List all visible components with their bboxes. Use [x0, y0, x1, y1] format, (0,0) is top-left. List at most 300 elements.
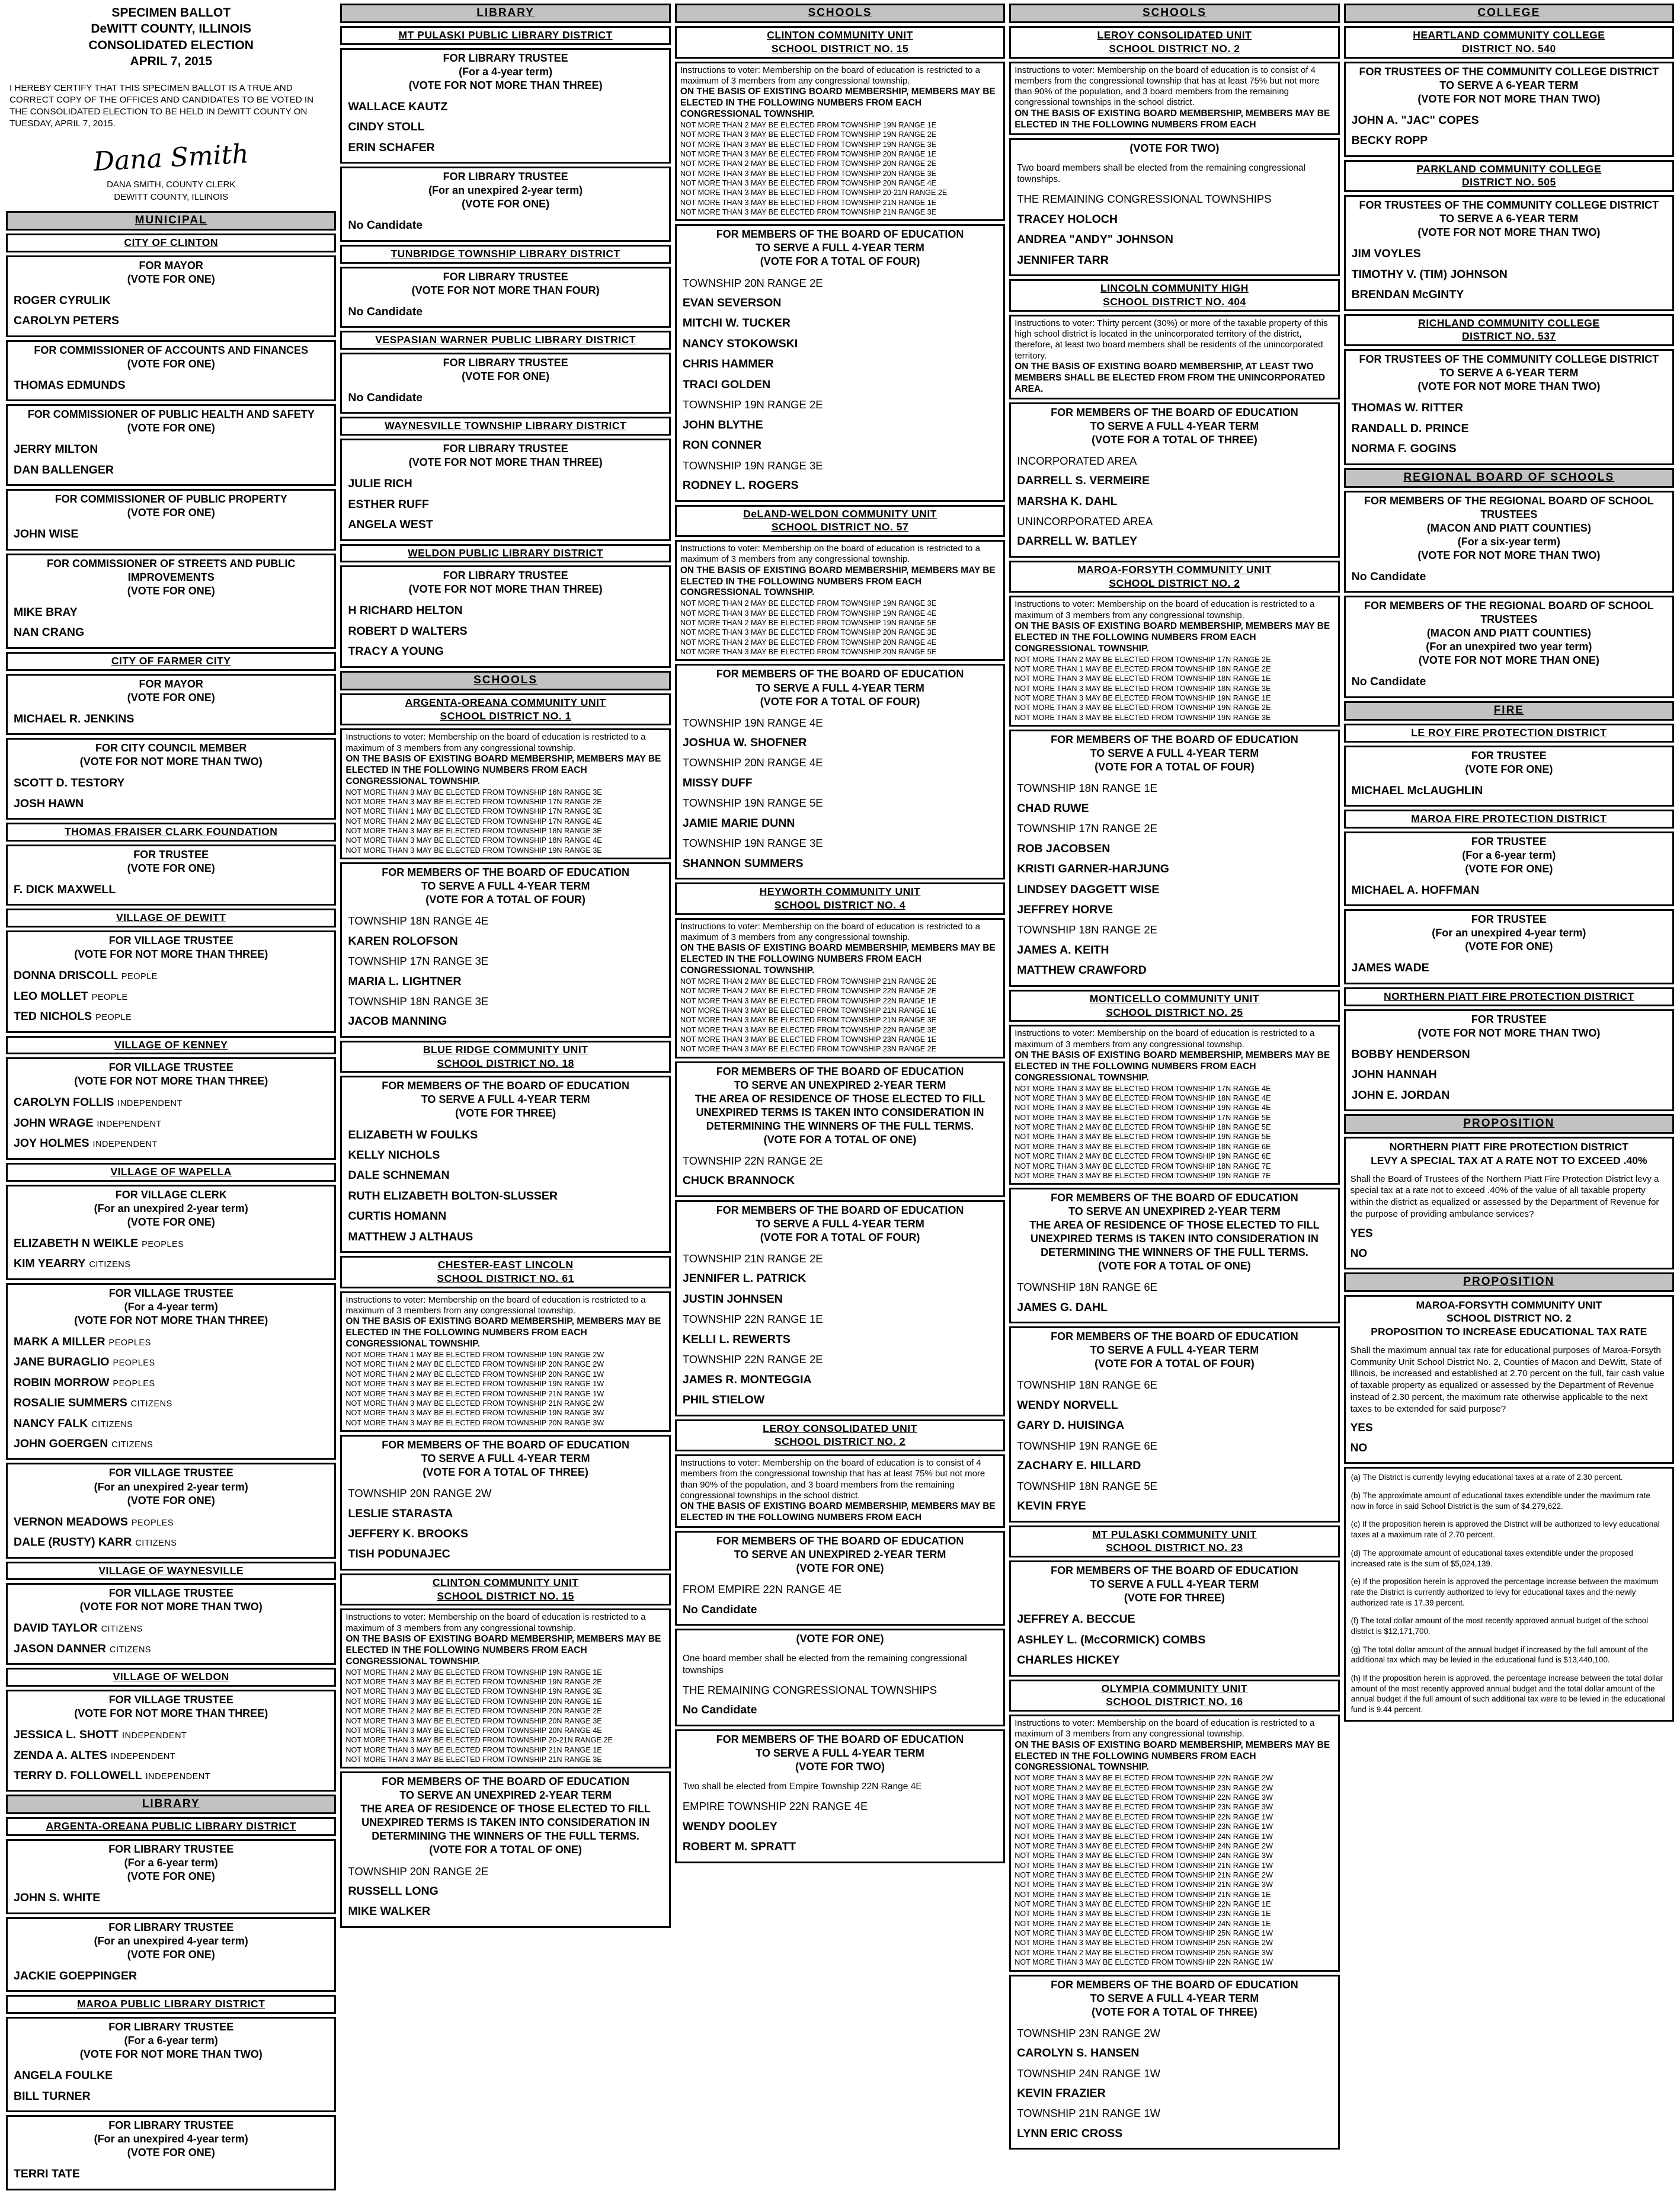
contest-title-line: FOR LIBRARY TRUSTEE: [443, 270, 568, 283]
instructions-box: [675, 918, 1005, 1058]
proposition-title-line: PROPOSITION TO INCREASE EDUCATIONAL TAX RATE: [1371, 1326, 1647, 1338]
candidate-name: VERNON MEADOWS: [14, 1515, 128, 1528]
candidate-row: [683, 1841, 997, 1853]
township-label: EMPIRE TOWNSHIP 22N RANGE 4E: [682, 1800, 868, 1813]
contest-title-line: FOR TRUSTEES OF THE COMMUNITY COLLEGE DISTRICT: [1359, 353, 1659, 366]
instructions-box: [1009, 315, 1339, 399]
candidate-row: [683, 297, 997, 309]
candidate-row: [683, 1394, 997, 1406]
contest-title-line: (VOTE FOR NOT MORE THAN TWO): [79, 756, 263, 768]
township-limit-line: NOT MORE THAN 3 MAY BE ELECTED FROM TOWNSHIP 21N RANGE 3E: [680, 208, 937, 217]
instructions-bold-text: ON THE BASIS OF EXISTING BOARD MEMBERSHIP, MEMBERS MAY BE ELECTED IN THE FOLLOWING NUMBERS FROM EACH CONGRESSIONAL TOWNSHIP.: [1015, 621, 1330, 654]
proposition-notes: [1344, 1467, 1674, 1721]
township-label: TOWNSHIP 22N RANGE 2E: [682, 1154, 823, 1168]
candidate-row: [1017, 1301, 1332, 1313]
district-name: SCHOOL DISTRICT NO. 15: [437, 1589, 574, 1602]
district-header-line: [10, 1819, 332, 1833]
district-header: [6, 1163, 336, 1182]
candidate-row: [683, 439, 997, 451]
township-limit-line: NOT MORE THAN 3 MAY BE ELECTED FROM TOWNSHIP 21N RANGE 1W: [345, 1389, 604, 1398]
district-name: MAROA PUBLIC LIBRARY DISTRICT: [77, 1998, 265, 2010]
contest-box: [6, 404, 336, 486]
district-header-line: [10, 1038, 332, 1052]
contest-box: [1344, 491, 1674, 593]
district-header: [675, 26, 1005, 59]
township-limit-line: NOT MORE THAN 2 MAY BE ELECTED FROM TOWNSHIP 25N RANGE 3W: [1015, 1948, 1273, 1957]
instructions-box: [340, 1291, 670, 1432]
candidate-name: LEO MOLLET: [14, 989, 88, 1003]
contest-box: [6, 845, 336, 906]
candidate-name: JOHN S. WHITE: [14, 1891, 101, 1905]
township-limit-line: NOT MORE THAN 2 MAY BE ELECTED FROM TOWNSHIP 19N RANGE 6E: [1015, 1152, 1271, 1161]
candidate-name: DALE (RUSTY) KARR: [14, 1536, 132, 1549]
contest-note: One board member shall be elected from the remaining congressional townships: [682, 1654, 967, 1675]
district-header: [675, 505, 1005, 538]
candidate-name: JEFFREY A. BECCUE: [1017, 1613, 1135, 1626]
candidate-name: JIM VOYLES: [1351, 247, 1421, 261]
candidate-row: [1017, 944, 1332, 956]
candidate-row: [1352, 884, 1666, 896]
candidate-name: ROGER CYRULIK: [14, 293, 111, 307]
candidate-name: KELLY NICHOLS: [348, 1148, 440, 1162]
contest-title-line: TO SERVE AN UNEXPIRED 2-YEAR TERM: [399, 1789, 612, 1802]
section-header-label: PROPOSITION: [1463, 1275, 1555, 1288]
district-name: SCHOOL DISTRICT NO. 4: [774, 898, 906, 911]
contest-title-line: (VOTE FOR ONE): [127, 584, 215, 597]
candidate-name: WALLACE KAUTZ: [348, 100, 448, 113]
district-name: LEROY CONSOLIDATED UNIT: [763, 1422, 917, 1434]
township-limit-line: NOT MORE THAN 3 MAY BE ELECTED FROM TOWNSHIP 21N RANGE 1E: [345, 1745, 602, 1754]
district-name: MT PULASKI PUBLIC LIBRARY DISTRICT: [398, 29, 613, 41]
candidate-row: [14, 1258, 328, 1269]
district-name: CLINTON COMMUNITY UNIT: [767, 29, 913, 41]
district-header-line: [344, 333, 666, 347]
contest-title-line: (VOTE FOR A TOTAL OF FOUR): [1095, 1358, 1255, 1370]
contest-title-line: FOR MEMBERS OF THE BOARD OF EDUCATION: [1051, 734, 1298, 746]
candidate-name: DAN BALLENGER: [14, 463, 114, 476]
township-limit-line: NOT MORE THAN 3 MAY BE ELECTED FROM TOWNSHIP 22N RANGE 1W: [1015, 1958, 1273, 1967]
contest-title-line: (VOTE FOR A TOTAL OF THREE): [423, 1466, 588, 1479]
section-header: [1344, 1272, 1674, 1292]
contest-box: [675, 1061, 1005, 1197]
candidate-row: [348, 219, 663, 231]
contest-title-line: (VOTE FOR ONE): [1465, 862, 1553, 875]
township-limit-line: NOT MORE THAN 3 MAY BE ELECTED FROM TOWNSHIP 19N RANGE 4E: [680, 609, 937, 618]
district-header-line: [344, 419, 666, 433]
party-label: PEOPLES: [142, 1239, 184, 1249]
township-limit-line: NOT MORE THAN 3 MAY BE ELECTED FROM TOWNSHIP 23N RANGE 2E: [680, 1045, 937, 1054]
contest-title-line: FOR MEMBERS OF THE BOARD OF EDUCATION: [716, 1204, 964, 1216]
contest-title-line: UNEXPIRED TERMS IS TAKEN INTO CONSIDERATION IN: [1030, 1233, 1319, 1245]
instructions-text: Instructions to voter: Membership on the board of education is restricted to a maximum of 3 members from any congressional township.: [680, 65, 980, 86]
instructions-bold-text: ON THE BASIS OF EXISTING BOARD MEMBERSHIP, MEMBERS MAY BE ELECTED IN THE FOLLOWING NUMBERS FROM EACH CONGRESSIONAL TOWNSHIP.: [345, 753, 661, 786]
township-label: TOWNSHIP 19N RANGE 6E: [1017, 1439, 1158, 1452]
district-name: MAROA FIRE PROTECTION DISTRICT: [1411, 813, 1607, 825]
candidate-row: [348, 1905, 663, 1917]
candidate-row: [14, 464, 328, 476]
contest-title-line: (VOTE FOR ONE): [127, 357, 215, 370]
candidate-row: [348, 1015, 663, 1027]
township-limit-line: NOT MORE THAN 2 MAY BE ELECTED FROM TOWNSHIP 20N RANGE 2E: [345, 1707, 602, 1716]
candidate-name: MARSHA K. DAHL: [1017, 494, 1118, 508]
contest-title-line: (For a 6-year term): [124, 2035, 218, 2047]
candidate-name: JEFFERY K. BROOKS: [348, 1527, 469, 1540]
candidate-row: [1017, 1500, 1332, 1512]
district-name: LINCOLN COMMUNITY HIGH: [1100, 282, 1249, 295]
candidate-row: [14, 1438, 328, 1450]
candidate-row: [348, 1129, 663, 1141]
contest-box: [6, 674, 336, 735]
township-label: TOWNSHIP 21N RANGE 1W: [1017, 2107, 1161, 2120]
contest-title-line: (VOTE FOR ONE): [127, 1494, 215, 1507]
candidate-name: CAROLYN S. HANSEN: [1017, 2046, 1140, 2060]
candidate-row: [1352, 268, 1666, 280]
township-label: TOWNSHIP 21N RANGE 2E: [682, 1252, 823, 1265]
candidate-name: ANDREA "ANDY" JOHNSON: [1017, 233, 1173, 247]
candidate-row: [14, 1516, 328, 1528]
contest-box: [6, 1690, 336, 1792]
district-name: CLINTON COMMUNITY UNIT: [432, 1576, 579, 1588]
district-header: [1344, 26, 1674, 59]
district-header: [1009, 26, 1339, 59]
instructions-bold-text: ON THE BASIS OF EXISTING BOARD MEMBERSHIP, MEMBERS MAY BE ELECTED IN THE FOLLOWING NUMBERS FROM EACH CONGRESSIONAL TOWNSHIP.: [1015, 1050, 1330, 1083]
contest-title-line: (For an unexpired 4-year term): [94, 2133, 248, 2145]
candidate-name: LESLIE STARASTA: [348, 1507, 453, 1520]
candidate-name: JACOB MANNING: [348, 1015, 447, 1028]
candidate-row: [683, 1272, 997, 1284]
ballot-column: [1344, 4, 1674, 1722]
candidate-name: KAREN ROLOFSON: [348, 934, 458, 948]
contest-title-line: (VOTE FOR NOT MORE THAN FOUR): [411, 284, 600, 296]
township-limit-line: NOT MORE THAN 2 MAY BE ELECTED FROM TOWNSHIP 23N RANGE 2W: [1015, 1783, 1273, 1792]
district-name: NORTHERN PIATT FIRE PROTECTION DISTRICT: [1384, 990, 1634, 1002]
contest-title-line: FOR TRUSTEE: [133, 848, 209, 861]
contest-title-line: (VOTE FOR A TOTAL OF FOUR): [760, 695, 920, 708]
candidate-row: [683, 1821, 997, 1832]
candidate-row: [14, 1729, 328, 1741]
township-limit-line: NOT MORE THAN 3 MAY BE ELECTED FROM TOWNSHIP 25N RANGE 2W: [1015, 1939, 1273, 1947]
district-name: SCHOOL DISTRICT NO. 18: [437, 1057, 574, 1069]
candidate-row: [348, 1528, 663, 1540]
candidate-row: [1352, 114, 1666, 126]
contest-title-line: (VOTE FOR A TOTAL OF THREE): [1092, 433, 1257, 446]
township-label: UNINCORPORATED AREA: [1017, 514, 1153, 527]
instructions-box: [340, 728, 670, 859]
section-header-label: LIBRARY: [142, 1798, 200, 1811]
township-limit-line: NOT MORE THAN 3 MAY BE ELECTED FROM TOWNSHIP 21N RANGE 1E: [1015, 1890, 1271, 1899]
district-name: BLUE RIDGE COMMUNITY UNIT: [423, 1043, 588, 1056]
contest-title-line: FOR MEMBERS OF THE BOARD OF EDUCATION: [1051, 1978, 1298, 1991]
contest-title-line: FOR MEMBERS OF THE BOARD OF EDUCATION: [382, 866, 629, 879]
township-limit-line: NOT MORE THAN 3 MAY BE ELECTED FROM TOWNSHIP 19N RANGE 7E: [1015, 1171, 1271, 1180]
district-header-line: [1348, 162, 1670, 176]
section-header: [6, 211, 336, 231]
contest-title-line: (VOTE FOR TWO): [1129, 142, 1220, 154]
contest-box: [6, 2115, 336, 2190]
candidate-row: [683, 1374, 997, 1386]
district-name: ARGENTA-OREANA PUBLIC LIBRARY DISTRICT: [46, 1820, 296, 1832]
choice-no: NO: [1350, 1247, 1368, 1260]
candidate-name: RON CONNER: [682, 439, 762, 452]
candidate-name: KEVIN FRYE: [1017, 1499, 1086, 1513]
contest-box: [1344, 195, 1674, 311]
candidate-name: BRENDAN McGINTY: [1351, 288, 1464, 302]
instructions-box: [675, 62, 1005, 222]
township-limit-line: NOT MORE THAN 3 MAY BE ELECTED FROM TOWNSHIP 22N RANGE 1E: [1015, 1900, 1271, 1909]
township-label: FROM EMPIRE 22N RANGE 4E: [682, 1583, 842, 1596]
district-header: [6, 1668, 336, 1687]
candidate-name: ESTHER RUFF: [348, 497, 429, 511]
township-limit-line: NOT MORE THAN 3 MAY BE ELECTED FROM TOWNSHIP 21N RANGE 1E: [680, 1006, 937, 1015]
contest-title-line: (VOTE FOR NOT MORE THAN THREE): [74, 948, 268, 961]
candidate-name: ANGELA FOULKE: [14, 2069, 113, 2083]
township-limit-line: NOT MORE THAN 3 MAY BE ELECTED FROM TOWNSHIP 19N RANGE 5E: [1015, 1133, 1271, 1141]
contest-box: [1344, 62, 1674, 157]
district-name: LE ROY FIRE PROTECTION DISTRICT: [1411, 726, 1607, 738]
contest-title-line: (VOTE FOR NOT MORE THAN TWO): [1417, 1026, 1601, 1039]
candidate-name: BILL TURNER: [14, 2089, 91, 2103]
clerk-title-line: DANA SMITH, COUNTY CLERK: [107, 180, 236, 190]
district-name: DISTRICT NO. 505: [1461, 176, 1556, 188]
contest-title-line: TO SERVE A 6-YEAR TERM: [1439, 213, 1579, 225]
district-name: WELDON PUBLIC LIBRARY DISTRICT: [408, 546, 604, 559]
candidate-name: JOHN E. JORDAN: [1351, 1088, 1450, 1102]
candidate-name: MICHAEL A. HOFFMAN: [1351, 883, 1480, 897]
district-name: HEYWORTH COMMUNITY UNIT: [759, 885, 921, 898]
candidate-row: [348, 1210, 663, 1222]
contest-title-line: (For a 4-year term): [124, 1300, 218, 1313]
contest-title-line: FOR MEMBERS OF THE BOARD OF EDUCATION: [1051, 406, 1298, 418]
candidate-row: [14, 1536, 328, 1548]
contest-title-line: IMPROVEMENTS: [127, 571, 215, 583]
township-limit-line: NOT MORE THAN 2 MAY BE ELECTED FROM TOWNSHIP 20N RANGE 2E: [680, 159, 937, 168]
candidate-row: [1017, 2087, 1332, 2099]
candidate-row: [1352, 1048, 1666, 1060]
contest-title-line: FOR VILLAGE TRUSTEE: [108, 935, 233, 947]
contest-box: [6, 1463, 336, 1558]
candidate-name: PHIL STIELOW: [682, 1393, 765, 1407]
contest-title-line: DETERMINING THE WINNERS OF THE FULL TERMS.: [1041, 1246, 1308, 1259]
contest-title-line: FOR TRUSTEE: [1471, 913, 1547, 926]
instructions-bold-text: ON THE BASIS OF EXISTING BOARD MEMBERSHIP, MEMBERS MAY BE ELECTED IN THE FOLLOWING NUMBERS FROM EACH: [680, 1501, 996, 1523]
contest-box: [6, 930, 336, 1032]
district-header: [340, 544, 670, 563]
contest-title-line: FOR LIBRARY TRUSTEE: [108, 2021, 234, 2033]
choice-yes: YES: [1350, 1227, 1373, 1240]
proposition-note: (h) If the proposition herein is approved, the percentage increase between the total dollar amount of the most recently approved annual budget and the total dollar amount of the annual budget if the full amount of such additional tax were to be levied in the educational fund is 9.44 percent.: [1351, 1674, 1665, 1715]
candidate-name: NANCY FALK: [14, 1416, 88, 1430]
candidate-name: KEVIN FRAZIER: [1017, 2086, 1106, 2100]
candidate-row: [14, 1010, 328, 1022]
district-name: MT PULASKI COMMUNITY UNIT: [1092, 1528, 1257, 1540]
contest-title-line: FOR TRUSTEE: [1471, 1013, 1547, 1025]
contest-title-line: FOR COMMISSIONER OF PUBLIC HEALTH AND SAFETY: [27, 408, 315, 421]
proposition-title-line: SCHOOL DISTRICT NO. 2: [1446, 1312, 1572, 1325]
district-header-line: [10, 911, 332, 925]
party-label: PEOPLE: [95, 1013, 132, 1023]
section-header: [675, 4, 1005, 23]
candidate-name: No Candidate: [348, 219, 423, 232]
district-header: [675, 1419, 1005, 1452]
township-limit-line: NOT MORE THAN 3 MAY BE ELECTED FROM TOWNSHIP 22N RANGE 2W: [1015, 1774, 1273, 1783]
party-label: PEOPLES: [113, 1358, 155, 1368]
party-label: CITIZENS: [91, 1419, 133, 1429]
contest-box: [675, 224, 1005, 501]
district-header-line: [1013, 992, 1335, 1006]
district-name: SCHOOL DISTRICT NO. 16: [1106, 1696, 1243, 1708]
contest-box: [675, 1531, 1005, 1626]
contest-box: [6, 2017, 336, 2112]
contest-title-line: (VOTE FOR A TOTAL OF FOUR): [760, 1231, 920, 1243]
contest-title-line: TO SERVE A 6-YEAR TERM: [1439, 367, 1579, 379]
district-header-line: [344, 1057, 666, 1070]
district-header-line: [679, 28, 1001, 42]
instructions-text: Instructions to voter: Membership on the board of education is to consist of 4 members from the congressional township that has at least 75% but not more than 90% of the population, and 3 board members from the remaining congressional townships in the school district.: [680, 1458, 985, 1501]
contest-title-line: (VOTE FOR ONE): [796, 1562, 884, 1575]
section-header-label: MUNICIPAL: [135, 213, 207, 226]
candidate-row: [348, 306, 663, 318]
contest-title-line: FOR LIBRARY TRUSTEE: [443, 570, 568, 582]
district-header: [675, 882, 1005, 915]
contest-box: [340, 353, 670, 414]
township-limit-line: NOT MORE THAN 3 MAY BE ELECTED FROM TOWNSHIP 20N RANGE 3E: [680, 169, 937, 178]
contest-title-line: TO SERVE A FULL 4-YEAR TERM: [1090, 1578, 1259, 1591]
candidate-row: [1352, 135, 1666, 146]
district-header: [340, 417, 670, 436]
contest-title-line: TO SERVE A FULL 4-YEAR TERM: [1090, 1344, 1259, 1357]
candidate-row: [14, 1096, 328, 1108]
contest-title-line: FOR MEMBERS OF THE BOARD OF EDUCATION: [382, 1439, 629, 1451]
candidate-name: DAVID TAYLOR: [14, 1621, 98, 1635]
district-name: MAROA-FORSYTH COMMUNITY UNIT: [1077, 563, 1272, 575]
district-name: CHESTER-EAST LINCOLN: [437, 1259, 574, 1271]
candidate-row: [1352, 289, 1666, 300]
party-label: INDEPENDENT: [145, 1772, 211, 1782]
contest-title-line: FOR TRUSTEES OF THE COMMUNITY COLLEGE DISTRICT: [1359, 65, 1659, 78]
contest-box: [6, 1283, 336, 1460]
contest-title-line: TO SERVE AN UNEXPIRED 2-YEAR TERM: [734, 1549, 946, 1561]
contest-title-line: FOR LIBRARY TRUSTEE: [108, 1843, 234, 1856]
district-name: SCHOOL DISTRICT NO. 61: [437, 1272, 574, 1285]
township-limit-line: NOT MORE THAN 2 MAY BE ELECTED FROM TOWNSHIP 17N RANGE 2E: [1015, 655, 1271, 664]
instructions-box: [340, 1608, 670, 1768]
contest-box: [340, 862, 670, 1038]
ballot-column: [340, 4, 670, 1928]
township-label: TOWNSHIP 18N RANGE 2E: [1017, 923, 1158, 936]
candidate-name: TRACEY HOLOCH: [1017, 212, 1118, 226]
district-name: THOMAS FRAISER CLARK FOUNDATION: [65, 826, 278, 838]
township-limit-line: NOT MORE THAN 3 MAY BE ELECTED FROM TOWNSHIP 19N RANGE 1W: [345, 1380, 604, 1389]
candidate-name: KRISTI GARNER-HARJUNG: [1017, 862, 1169, 876]
contest-title-line: (For an unexpired 4-year term): [1432, 927, 1586, 939]
contest-title-line: (VOTE FOR NOT MORE THAN THREE): [74, 1075, 268, 1088]
contest-title-line: (VOTE FOR A TOTAL OF ONE): [763, 1133, 917, 1146]
township-limit-line: NOT MORE THAN 2 MAY BE ELECTED FROM TOWNSHIP 19N RANGE 5E: [680, 619, 937, 628]
contest-title-line: FOR LIBRARY TRUSTEE: [443, 443, 568, 455]
candidate-row: [1017, 1613, 1332, 1625]
township-limit-line: NOT MORE THAN 2 MAY BE ELECTED FROM TOWNSHIP 22N RANGE 2E: [680, 987, 937, 996]
contest-title-line: TO SERVE AN UNEXPIRED 2-YEAR TERM: [734, 1079, 946, 1091]
contest-title-line: FOR VILLAGE TRUSTEE: [108, 1694, 233, 1706]
district-header: [1344, 314, 1674, 347]
contest-title-line: FOR VILLAGE TRUSTEE: [108, 1287, 233, 1299]
candidate-name: MARIA L. LIGHTNER: [348, 974, 462, 988]
contest-title-line: (VOTE FOR NOT MORE THAN TWO): [1417, 226, 1601, 239]
district-header: [6, 909, 336, 928]
township-limit-line: NOT MORE THAN 2 MAY BE ELECTED FROM TOWNSHIP 22N RANGE 1W: [1015, 1812, 1273, 1821]
candidate-row: [1017, 802, 1332, 814]
candidate-name: ASHLEY L. (McCORMICK) COMBS: [1017, 1633, 1206, 1646]
contest-title-line: TO SERVE AN UNEXPIRED 2-YEAR TERM: [1068, 1205, 1281, 1218]
candidate-name: GARY D. HUISINGA: [1017, 1419, 1125, 1432]
district-header-line: [10, 236, 332, 250]
candidate-row: [683, 358, 997, 370]
candidate-row: [683, 1293, 997, 1305]
township-limit-line: NOT MORE THAN 3 MAY BE ELECTED FROM TOWNSHIP 18N RANGE 1E: [1015, 674, 1271, 683]
candidate-row: [14, 1643, 328, 1655]
township-limit-line: NOT MORE THAN 3 MAY BE ELECTED FROM TOWNSHIP 19N RANGE 3W: [345, 1409, 604, 1418]
contest-box: [675, 1629, 1005, 1726]
township-limit-line: NOT MORE THAN 3 MAY BE ELECTED FROM TOWNSHIP 25N RANGE 1W: [1015, 1929, 1273, 1938]
section-header: [6, 1795, 336, 1814]
candidate-row: [1017, 254, 1332, 266]
township-limit-line: NOT MORE THAN 2 MAY BE ELECTED FROM TOWNSHIP 20N RANGE 1W: [345, 1370, 604, 1379]
certification-block: [6, 4, 336, 208]
candidate-name: EVAN SEVERSON: [682, 296, 782, 309]
ballot-title-line: DeWITT COUNTY, ILLINOIS: [91, 22, 252, 36]
district-name: SCHOOL DISTRICT NO. 404: [1103, 295, 1246, 308]
candidate-row: [348, 1885, 663, 1897]
district-header-line: [1013, 1541, 1335, 1555]
district-header-line: [1348, 330, 1670, 343]
contest-title-line: (VOTE FOR A TOTAL OF THREE): [1092, 2006, 1257, 2018]
contest-title-line: FOR COMMISSIONER OF STREETS AND PUBLIC: [47, 557, 296, 570]
instructions-text: Instructions to voter: Membership on the board of education is restricted to a maximum of 3 members from any congressional township.: [680, 543, 980, 565]
candidate-name: ZACHARY E. HILLARD: [1017, 1459, 1141, 1473]
candidate-name: WENDY DOOLEY: [682, 1819, 777, 1833]
township-label: TOWNSHIP 20N RANGE 2W: [348, 1487, 492, 1500]
contest-title-line: (VOTE FOR THREE): [1124, 1592, 1225, 1604]
candidate-name: TED NICHOLS: [14, 1010, 92, 1024]
contest-title-line: (VOTE FOR ONE): [127, 862, 215, 874]
district-name: RICHLAND COMMUNITY COLLEGE: [1418, 316, 1600, 329]
township-limit-line: NOT MORE THAN 3 MAY BE ELECTED FROM TOWNSHIP 21N RANGE 3E: [345, 1755, 602, 1764]
candidate-row: [1017, 1399, 1332, 1411]
candidate-name: JOHN A. "JAC" COPES: [1351, 113, 1479, 127]
contest-title-line: (VOTE FOR ONE): [796, 1633, 884, 1645]
contest-box: [6, 1917, 336, 1992]
contest-box: [340, 1435, 670, 1571]
candidate-name: No Candidate: [682, 1603, 757, 1616]
township-limit-line: NOT MORE THAN 1 MAY BE ELECTED FROM TOWNSHIP 17N RANGE 3E: [345, 807, 602, 816]
candidate-name: TISH PODUNAJEC: [348, 1547, 450, 1561]
district-header-line: [1348, 726, 1670, 740]
candidate-name: ROB JACOBSEN: [1017, 842, 1111, 855]
township-limit-line: NOT MORE THAN 3 MAY BE ELECTED FROM TOWNSHIP 18N RANGE 7E: [1015, 1162, 1271, 1170]
district-header-line: [344, 247, 666, 261]
district-header: [1009, 1525, 1339, 1558]
party-label: PEOPLE: [121, 972, 158, 982]
contest-title-line: FOR MEMBERS OF THE BOARD OF EDUCATION: [716, 1535, 964, 1547]
contest-title-line: (VOTE FOR NOT MORE THAN ONE): [1418, 654, 1599, 667]
contest-box: [6, 340, 336, 402]
district-header: [340, 245, 670, 264]
candidate-name: LINDSEY DAGGETT WISE: [1017, 882, 1160, 896]
contest-title-line: (For an unexpired 2-year term): [94, 1480, 248, 1493]
district-header: [340, 26, 670, 45]
candidate-name: JASON DANNER: [14, 1642, 107, 1655]
candidate-name: JOHN WISE: [14, 527, 79, 541]
